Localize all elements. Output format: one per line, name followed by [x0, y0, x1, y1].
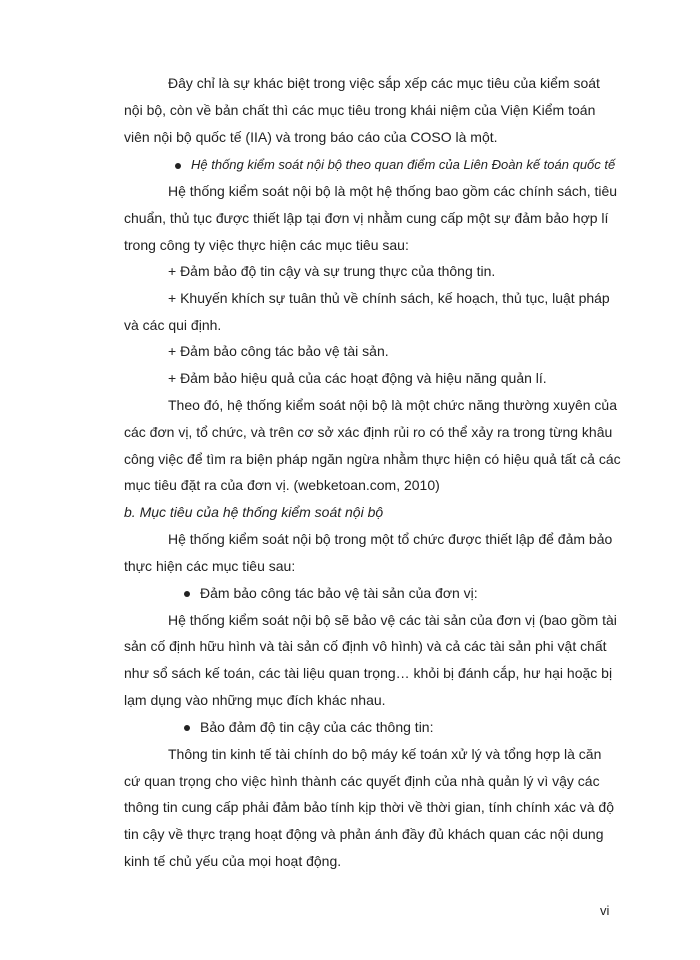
paragraph-line: thực hiện các mục tiêu sau: [124, 558, 296, 574]
paragraph-line: mục tiêu đặt ra của đơn vị. (webketoan.com, 2010) [124, 477, 440, 493]
bullet-icon [175, 163, 181, 169]
paragraph-line: Đây chỉ là sự khác biệt trong việc sắp xếp các mục tiêu của kiểm soát [168, 75, 600, 91]
list-item: + Đảm bảo độ tin cậy và sự trung thực của thông tin. [168, 263, 496, 279]
paragraph-line: tin cậy về thực trạng hoạt động và phản ánh đầy đủ khách quan các nội dung [124, 826, 604, 842]
list-item: và các qui định. [124, 317, 222, 333]
paragraph-line: thông tin cung cấp phải đảm bảo tính kịp thời về thời gian, tính chính xác và độ [124, 799, 615, 815]
paragraph-line: kinh tế chủ yếu của mọi hoạt động. [124, 853, 342, 869]
page-number: vi [600, 903, 610, 918]
paragraph-line: nội bộ, còn về bản chất thì các mục tiêu trong khái niệm của Viện Kiểm toán [124, 102, 596, 118]
list-item: + Đảm bảo hiệu quả của các hoạt động và hiệu năng quản lí. [168, 370, 547, 386]
paragraph-line: công việc để tìm ra biện pháp ngăn ngừa nhằm thực hiện có hiệu quả tất cả các [124, 451, 621, 467]
bullet-heading: Bảo đảm độ tin cậy của các thông tin: [200, 719, 434, 735]
paragraph-line: viên nội bộ quốc tế (IIA) và trong báo cáo của COSO là một. [124, 129, 498, 145]
paragraph-line: cứ quan trọng cho việc hình thành các quyết định của nhà quản lý vì vậy các [124, 773, 600, 789]
section-heading: b. Mục tiêu của hệ thống kiểm soát nội bộ [124, 504, 384, 520]
bullet-heading: Hệ thống kiểm soát nội bộ theo quan điểm của Liên Đoàn kế toán quốc tế [191, 157, 616, 172]
paragraph-line: lạm dụng vào những mục đích khác nhau. [124, 692, 386, 708]
bullet-icon [184, 725, 190, 731]
bullet-icon [184, 591, 190, 597]
paragraph-line: chuẩn, thủ tục được thiết lập tại đơn vị nhằm cung cấp một sự đảm bảo hợp lí [124, 210, 609, 226]
list-item: + Đảm bảo công tác bảo vệ tài sản. [168, 343, 389, 359]
paragraph-line: sản cố định hữu hình và tài sản cố định vô hình) và cả các tài sản phi vật chất [124, 638, 607, 654]
paragraph-line: Thông tin kinh tế tài chính do bộ máy kế toán xử lý và tổng hợp là căn [168, 746, 602, 762]
paragraph-line: trong công ty việc thực hiện các mục tiêu sau: [124, 237, 409, 253]
list-item: + Khuyến khích sự tuân thủ về chính sách, kế hoạch, thủ tục, luật pháp [168, 290, 610, 306]
paragraph-line: các đơn vị, tổ chức, và trên cơ sở xác định rủi ro có thể xảy ra trong từng khâu [124, 424, 613, 440]
paragraph-line: như sổ sách kế toán, các tài liệu quan trọng… khỏi bị đánh cắp, hư hại hoặc bị [124, 665, 613, 681]
paragraph-line: Hệ thống kiểm soát nội bộ sẽ bảo vệ các tài sản của đơn vị (bao gồm tài [168, 612, 617, 628]
paragraph-line: Hệ thống kiểm soát nội bộ trong một tổ chức được thiết lập để đảm bảo [168, 531, 613, 547]
paragraph-line: Theo đó, hệ thống kiểm soát nội bộ là một chức năng thường xuyên của [168, 397, 617, 413]
paragraph-line: Hệ thống kiểm soát nội bộ là một hệ thống bao gồm các chính sách, tiêu [168, 183, 618, 199]
bullet-heading: Đảm bảo công tác bảo vệ tài sản của đơn vị: [200, 585, 478, 601]
